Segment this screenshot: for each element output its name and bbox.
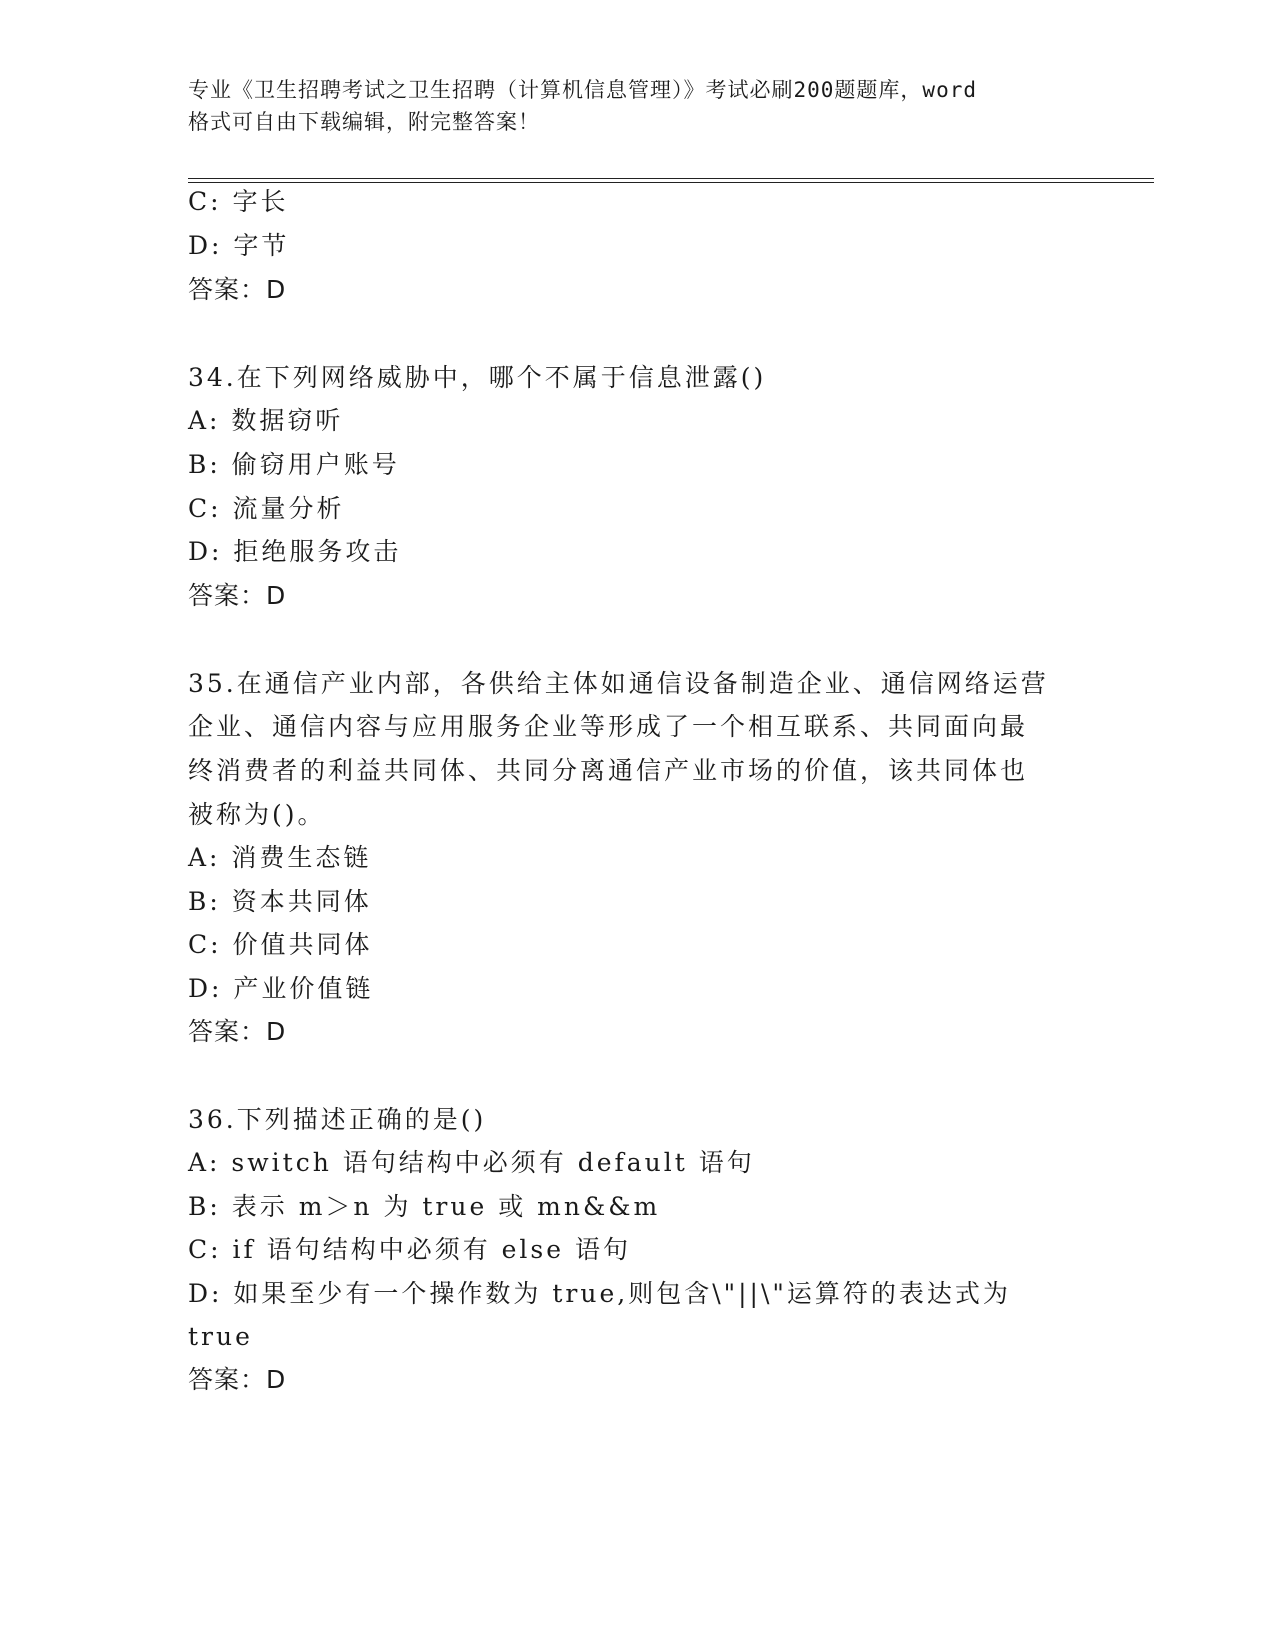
q36-option-a: A: switch 语句结构中必须有 default 语句 bbox=[188, 1148, 755, 1177]
prev-option-c: C: 字长 bbox=[188, 187, 289, 216]
header-title-line-2: 格式可自由下载编辑，附完整答案！ bbox=[188, 110, 540, 134]
q36-answer: 答案：D bbox=[188, 1365, 287, 1394]
q34-option-a: A: 数据窃听 bbox=[188, 406, 344, 435]
q34-question: 34.在下列网络威胁中，哪个不属于信息泄露() bbox=[188, 363, 767, 392]
q36-option-c: C: if 语句结构中必须有 else 语句 bbox=[188, 1235, 632, 1264]
q34-option-b: B: 偷窃用户账号 bbox=[188, 450, 400, 479]
q35-option-a: A: 消费生态链 bbox=[188, 843, 372, 872]
q36-option-d-line-1: D: 如果至少有一个操作数为 true,则包含\"||\"运算符的表达式为 bbox=[188, 1279, 1011, 1308]
document-header bbox=[188, 74, 1088, 138]
q35-option-c: C: 价值共同体 bbox=[188, 930, 373, 959]
header-title-line-1: 专业《卫生招聘考试之卫生招聘（计算机信息管理）》考试必刷200题题库，word bbox=[188, 78, 977, 102]
prev-option-d: D: 字节 bbox=[188, 231, 290, 260]
q36-option-b: B: 表示 m＞n 为 true 或 mn&&m bbox=[188, 1192, 661, 1221]
q34-option-c: C: 流量分析 bbox=[188, 494, 345, 523]
header-divider-bottom bbox=[188, 182, 1154, 183]
prev-answer: 答案：D bbox=[188, 275, 287, 304]
q35-question-line-1: 35.在通信产业内部，各供给主体如通信设备制造企业、通信网络运营 bbox=[188, 669, 1049, 698]
q35-option-d: D: 产业价值链 bbox=[188, 974, 374, 1003]
q35-question-line-4: 被称为()。 bbox=[188, 800, 326, 829]
q34-option-d: D: 拒绝服务攻击 bbox=[188, 537, 402, 566]
q35-question-line-3: 终消费者的利益共同体、共同分离通信产业市场的价值，该共同体也 bbox=[188, 756, 1029, 785]
q36-question: 36.下列描述正确的是() bbox=[188, 1105, 487, 1134]
q34-answer: 答案：D bbox=[188, 581, 287, 610]
header-divider-top bbox=[188, 178, 1154, 179]
q35-question-line-2: 企业、通信内容与应用服务企业等形成了一个相互联系、共同面向最 bbox=[188, 712, 1029, 741]
q35-option-b: B: 资本共同体 bbox=[188, 887, 372, 916]
q36-option-d-line-2: true bbox=[188, 1322, 253, 1351]
q35-answer: 答案：D bbox=[188, 1017, 287, 1046]
